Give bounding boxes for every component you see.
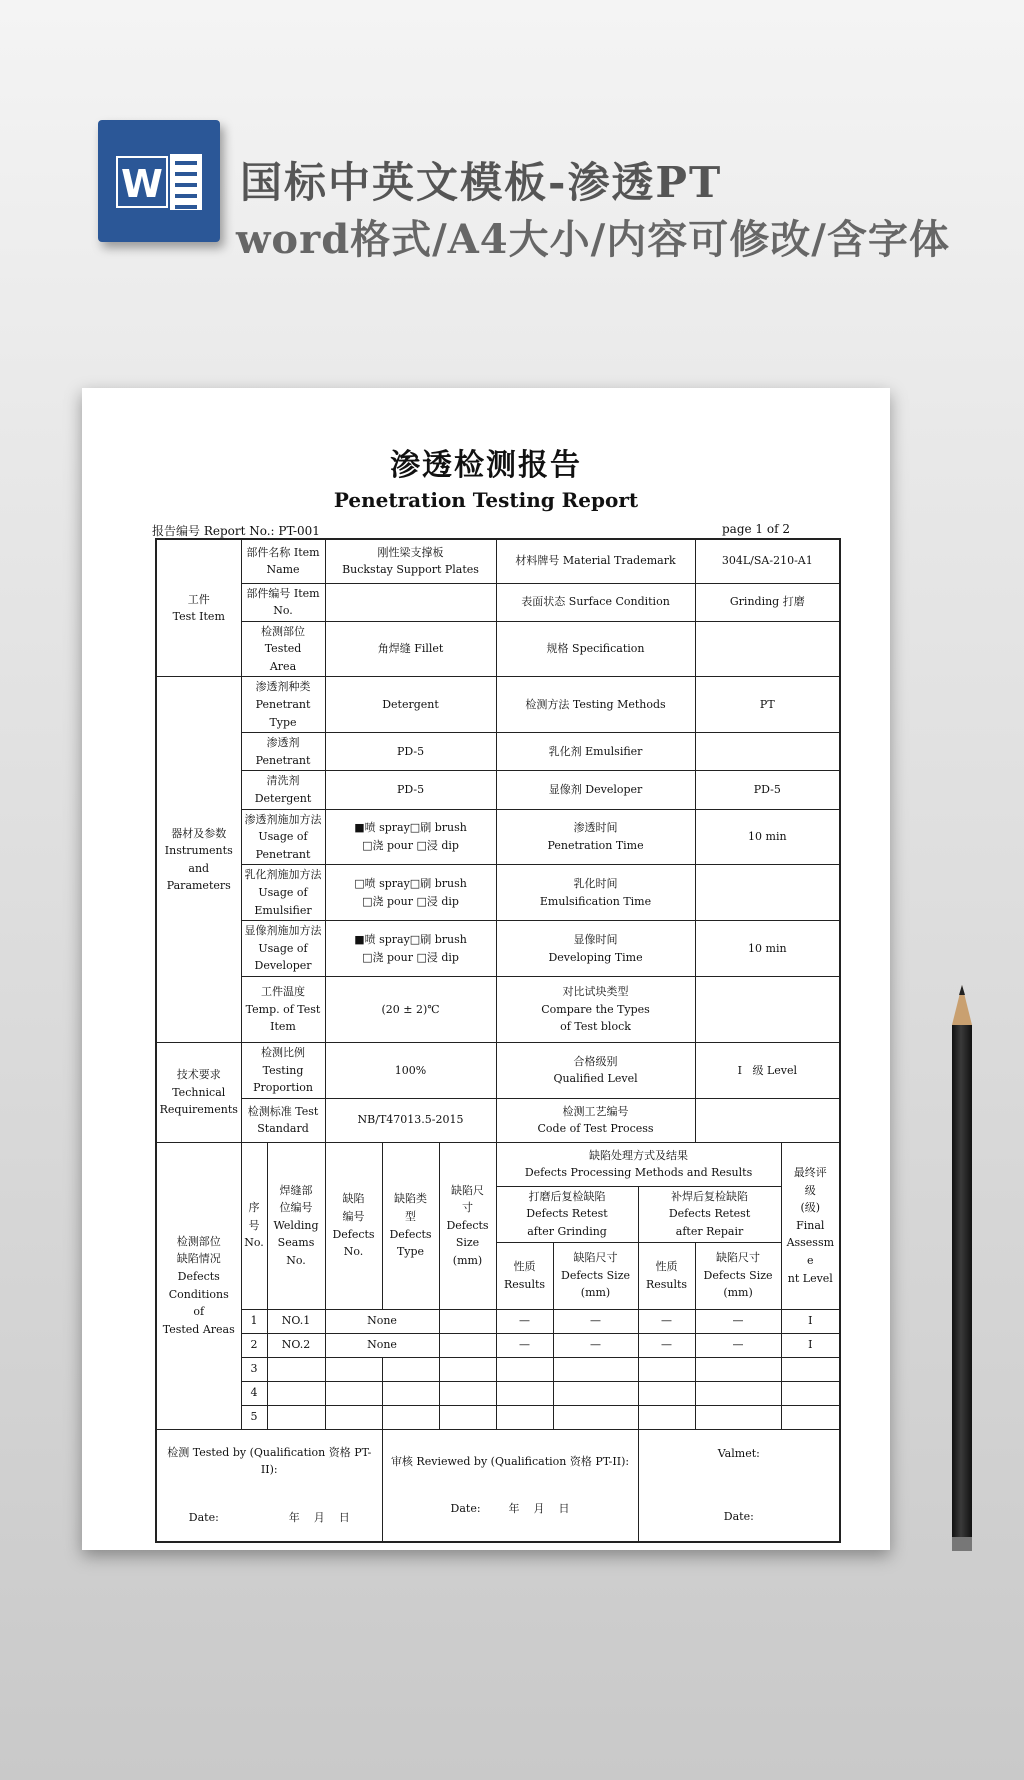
row-defect[interactable]: None [325,1333,439,1357]
row-no: 2 [241,1333,267,1357]
header-repair-size: 缺陷尺寸 Defects Size (mm) [695,1242,781,1309]
header-repair-results: 性质 Results [638,1242,695,1309]
row-grinding-result[interactable] [496,1381,553,1405]
header-retest-repair: 补焊后复检缺陷 Defects Retest after Repair [638,1186,781,1242]
row-grinding-result[interactable] [496,1357,553,1381]
row-grinding-result[interactable] [496,1405,553,1429]
part-no-label: 部件编号 Item No. [241,583,325,621]
section-defects: 检测部位 缺陷情况 Defects Conditions of Tested Areas [156,1142,241,1429]
developer-value[interactable]: PD-5 [695,771,840,809]
header-defect-type: 缺陷类 型 Defects Type [382,1142,439,1309]
part-name-value[interactable]: 刚性梁支撑板 Buckstay Support Plates [325,539,496,583]
row-type[interactable] [382,1381,439,1405]
part-name-label: 部件名称 Item Name [241,539,325,583]
report-table [155,538,841,1543]
section-test-item: 工件 Test Item [156,539,241,677]
promo-title: 国标中英文模板-渗透PT [240,158,723,207]
developer-label: 显像剂 Developer [496,771,695,809]
penetrant-type-value[interactable]: Detergent [325,677,496,733]
pencil-body [952,1025,972,1537]
header-retest-grinding: 打磨后复检缺陷 Defects Retest after Grinding [496,1186,638,1242]
report-number: 报告编号 Report No.: PT-001 [152,524,320,538]
usage-emulsifier-checkboxes[interactable]: □喷 spray□刷 brush □浇 pour □浸 dip [325,865,496,921]
row-no: 5 [241,1405,267,1429]
valmet-date: Date: [723,1510,754,1524]
report-paper [82,388,890,1550]
usage-penetrant-checkboxes[interactable]: ■喷 spray□刷 brush □浇 pour □浸 dip [325,809,496,865]
row-repair-result[interactable] [638,1405,695,1429]
row-repair-result[interactable]: — [638,1333,695,1357]
table-row [156,1357,840,1381]
row-grinding-size[interactable]: — [553,1309,638,1333]
row-grinding-size[interactable] [553,1357,638,1381]
qualified-level-value[interactable]: I 级 Level [695,1042,840,1098]
header-defect-no: 缺陷 编号 Defects No. [325,1142,382,1309]
reviewed-by-cell[interactable] [382,1429,638,1542]
process-code-value[interactable] [695,1098,840,1142]
temp-value[interactable]: (20 ± 2)℃ [325,976,496,1042]
row-repair-size[interactable]: — [695,1333,781,1357]
part-no-value[interactable] [325,583,496,621]
row-repair-result[interactable]: — [638,1309,695,1333]
proportion-label: 检测比例 Testing Proportion [241,1042,325,1098]
row-grinding-size[interactable] [553,1381,638,1405]
method-value[interactable]: PT [695,677,840,733]
page-number: page 1 of 2 [722,522,790,536]
method-label: 检测方法 Testing Methods [496,677,695,733]
word-icon-lines [170,154,202,210]
tested-by-cell[interactable] [156,1429,382,1542]
test-block-value[interactable] [695,976,840,1042]
row-repair-size[interactable]: — [695,1309,781,1333]
tested-date: Date: 年 月 日 [188,1511,350,1525]
header-grinding-size: 缺陷尺寸 Defects Size (mm) [553,1242,638,1309]
section-requirements: 技术要求 Technical Requirements [156,1042,241,1142]
header-no: 序 号 No. [241,1142,267,1309]
row-final[interactable] [781,1357,840,1381]
surface-label: 表面状态 Surface Condition [496,583,695,621]
row-defect[interactable] [325,1405,382,1429]
header-defect-size: 缺陷尺 寸 Defects Size (mm) [439,1142,496,1309]
reviewed-by-label: 审核 Reviewed by (Qualification 资格 PT-II): [390,1454,630,1468]
table-row [156,1333,840,1357]
row-repair-result[interactable] [638,1381,695,1405]
header-processing: 缺陷处理方式及结果 Defects Processing Methods and Results [496,1142,781,1186]
penetrant-label: 渗透剂 Penetrant [241,733,325,771]
section-instruments: 器材及参数 Instruments and Parameters [156,677,241,1043]
developing-time-label: 显像时间 Developing Time [496,921,695,977]
spec-label: 规格 Specification [496,621,695,677]
row-no: 4 [241,1381,267,1405]
developing-time-value[interactable]: 10 min [695,921,840,977]
emulsification-time-value[interactable] [695,865,840,921]
row-repair-size[interactable] [695,1357,781,1381]
word-document-icon [98,120,220,242]
standard-value[interactable]: NB/T47013.5-2015 [325,1098,496,1142]
row-final[interactable]: I [781,1333,840,1357]
row-final[interactable]: I [781,1309,840,1333]
row-repair-size[interactable] [695,1381,781,1405]
row-size[interactable] [439,1309,496,1333]
test-block-label: 对比试块类型 Compare the Types of Test block [496,976,695,1042]
qualified-level-label: 合格级别 Qualified Level [496,1042,695,1098]
row-size[interactable] [439,1333,496,1357]
header-final-level: 最终评 级 (级) Final Assessme nt Level [781,1142,840,1309]
row-seam[interactable] [267,1405,325,1429]
table-row [156,1405,840,1429]
valmet-cell[interactable] [638,1429,840,1542]
usage-emulsifier-label: 乳化剂施加方法 Usage of Emulsifier [241,865,325,921]
row-grinding-size[interactable] [553,1405,638,1429]
header-welding-seam: 焊缝部 位编号 Welding Seams No. [267,1142,325,1309]
tested-by-label: 检测 Tested by (Qualification 资格 PT-II): [167,1445,372,1477]
usage-developer-checkboxes[interactable]: ■喷 spray□刷 brush □浇 pour □浸 dip [325,921,496,977]
detergent-value[interactable]: PD-5 [325,771,496,809]
row-final[interactable] [781,1381,840,1405]
promo-subtitle: word格式/A4大小/内容可修改/含字体 [236,216,950,263]
penetration-time-value[interactable]: 10 min [695,809,840,865]
row-no: 1 [241,1309,267,1333]
emulsifier-label: 乳化剂 Emulsifier [496,733,695,771]
row-type[interactable] [382,1405,439,1429]
row-size[interactable] [439,1357,496,1381]
row-size[interactable] [439,1381,496,1405]
row-type[interactable] [382,1357,439,1381]
report-title-cn: 渗透检测报告 [390,448,582,483]
row-seam[interactable] [267,1357,325,1381]
table-row [156,1309,840,1333]
row-seam[interactable]: NO.2 [267,1333,325,1357]
spec-value[interactable] [695,621,840,677]
material-value[interactable]: 304L/SA-210-A1 [695,539,840,583]
penetration-time-label: 渗透时间 Penetration Time [496,809,695,865]
temp-label: 工件温度 Temp. of Test Item [241,976,325,1042]
row-final[interactable] [781,1405,840,1429]
row-defect[interactable]: None [325,1309,439,1333]
valmet-label: Valmet: [717,1446,760,1460]
pencil-end [952,1537,972,1551]
reviewed-date: Date: 年 月 日 [450,1502,570,1516]
usage-penetrant-label: 渗透剂施加方法 Usage of Penetrant [241,809,325,865]
row-defect[interactable] [325,1381,382,1405]
proportion-value[interactable]: 100% [325,1042,496,1098]
pencil-lead [959,985,965,995]
usage-developer-label: 显像剂施加方法 Usage of Developer [241,921,325,977]
emulsifier-value[interactable] [695,733,840,771]
word-icon-letter: W [116,156,168,208]
row-seam[interactable] [267,1381,325,1405]
row-grinding-size[interactable]: — [553,1333,638,1357]
row-grinding-result[interactable]: — [496,1333,553,1357]
table-row [156,1381,840,1405]
penetrant-type-label: 渗透剂种类 Penetrant Type [241,677,325,733]
header-grinding-results: 性质 Results [496,1242,553,1309]
emulsification-time-label: 乳化时间 Emulsification Time [496,865,695,921]
row-repair-size[interactable] [695,1405,781,1429]
row-repair-result[interactable] [638,1357,695,1381]
detergent-label: 清洗剂 Detergent [241,771,325,809]
material-label: 材料牌号 Material Trademark [496,539,695,583]
row-grinding-result[interactable]: — [496,1309,553,1333]
row-defect[interactable] [325,1357,382,1381]
row-no: 3 [241,1357,267,1381]
row-size[interactable] [439,1405,496,1429]
process-code-label: 检测工艺编号 Code of Test Process [496,1098,695,1142]
row-seam[interactable]: NO.1 [267,1309,325,1333]
standard-label: 检测标准 Test Standard [241,1098,325,1142]
report-title-en: Penetration Testing Report [333,488,639,512]
pencil-decoration [952,985,972,1555]
surface-value[interactable]: Grinding 打磨 [695,583,840,621]
area-label: 检测部位 Tested Area [241,621,325,677]
area-value[interactable]: 角焊缝 Fillet [325,621,496,677]
penetrant-value[interactable]: PD-5 [325,733,496,771]
